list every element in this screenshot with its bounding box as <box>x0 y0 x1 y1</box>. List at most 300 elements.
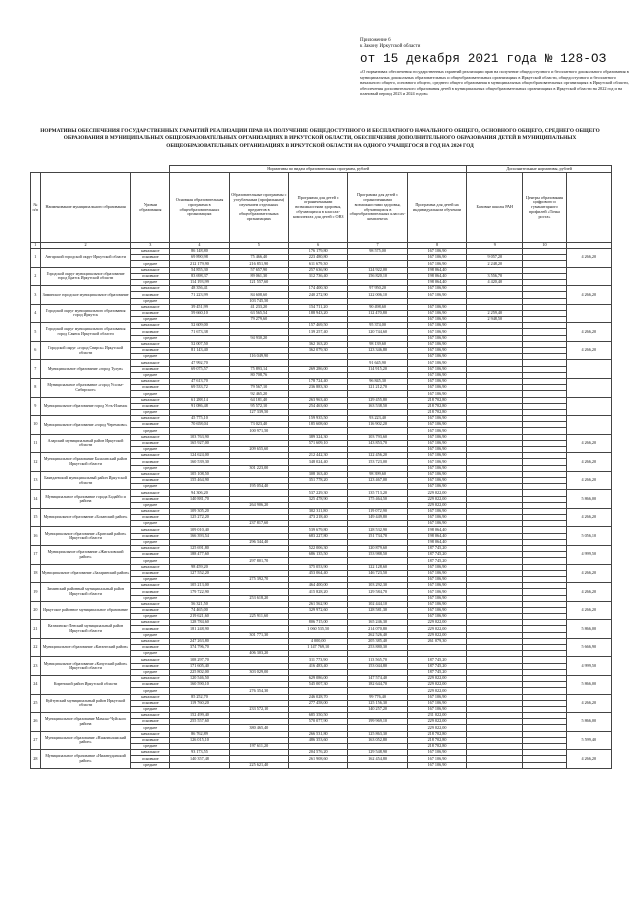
education-level: среднее <box>131 391 170 397</box>
education-level: среднее <box>131 744 170 750</box>
norm-value: 389 324,30 <box>289 434 348 440</box>
norm-value: 269 286,00 <box>289 366 348 372</box>
education-level: начальное <box>131 508 170 514</box>
norm-value: 375 053,90 <box>289 564 348 570</box>
education-level: среднее <box>131 428 170 434</box>
norm-value: 114 915,20 <box>348 366 407 372</box>
norm-value: 263 963,40 <box>289 397 348 403</box>
norms-table <box>30 165 612 769</box>
norm-value: 236 883,30 <box>289 385 348 391</box>
row-number: 21 <box>31 620 41 639</box>
norm-value: 119 760,20 <box>170 700 229 706</box>
education-level: начальное <box>131 583 170 589</box>
education-level: среднее <box>131 317 170 323</box>
norm-value <box>467 762 523 768</box>
row-number: 15 <box>31 508 41 527</box>
col-index-5: 5 <box>229 243 288 249</box>
row-number: 9 <box>31 397 41 416</box>
norm-value: 188 943,20 <box>289 310 348 316</box>
col-index-1: 1 <box>31 243 41 249</box>
norm-value: 464 400,00 <box>289 583 348 589</box>
norm-value: 125 156,30 <box>348 700 407 706</box>
norm-value: 162 454,80 <box>348 756 407 762</box>
norm-value: 157 469,50 <box>289 323 348 329</box>
norm-value: 98 575,00 <box>348 249 407 255</box>
norm-value: 187 745,20 <box>407 552 466 558</box>
norm-value: 167 106,90 <box>407 335 466 341</box>
norm-value: 120 744,60 <box>348 329 407 335</box>
norm-value: 254 463,60 <box>289 403 348 409</box>
education-level: основное <box>131 310 170 316</box>
norm-value: 2 248,20 <box>467 261 523 267</box>
norm-value: 160 539,30 <box>170 459 229 465</box>
norm-value: 545 007,30 <box>289 682 348 688</box>
norm-value: 120 546,50 <box>170 675 229 681</box>
norm-value: 153 988,50 <box>348 552 407 558</box>
norm-value: 129 584,70 <box>348 589 407 595</box>
col-index-9: 9 <box>467 243 523 249</box>
norm-value: 151 734,70 <box>348 533 407 539</box>
norm-value: 218 702,80 <box>407 737 466 743</box>
row-number: 19 <box>31 583 41 602</box>
education-level: начальное <box>131 638 170 644</box>
norm-value: 167 106,90 <box>407 515 466 521</box>
row-number: 25 <box>31 694 41 713</box>
education-level: основное <box>131 273 170 279</box>
norm-value: 198 064,40 <box>407 527 466 533</box>
norm-value: 57 657,90 <box>229 267 288 273</box>
norm-value: 223 480,80 <box>289 255 348 261</box>
norm-value: 47 992,70 <box>170 360 229 366</box>
digital-center-value: 4 266,20 <box>566 249 611 268</box>
norm-value: 261 079,30 <box>407 638 466 644</box>
norm-value: 179 722,90 <box>170 589 229 595</box>
education-level: начальное <box>131 341 170 347</box>
group-header-extra: Дополнительные нормативы, рублей <box>467 166 612 173</box>
digital-center-value: 4 266,20 <box>566 323 611 342</box>
digital-center-value <box>566 378 611 397</box>
norm-value: 229 022,00 <box>407 632 466 638</box>
education-level: основное <box>131 626 170 632</box>
norm-value: 165 927,00 <box>170 440 229 446</box>
municipality-name: Городской округ муниципального образования город Саянск Иркутской области <box>40 323 131 342</box>
digital-center-value: 4 266,20 <box>566 434 611 453</box>
norm-value: 120 879,60 <box>348 546 407 552</box>
norm-value: 199 969,10 <box>348 719 407 725</box>
row-number: 13 <box>31 471 41 490</box>
norm-value: 176 179,80 <box>289 249 348 255</box>
norm-value: 89 061,30 <box>229 273 288 279</box>
norm-value: 167 106,90 <box>407 607 466 613</box>
norm-value: 84 608,60 <box>229 292 288 298</box>
education-level: среднее <box>131 558 170 564</box>
norm-value: 229 022,00 <box>407 620 466 626</box>
col-header-digital <box>566 173 611 243</box>
norm-value: 109 010,40 <box>170 527 229 533</box>
norm-value: 178 724,40 <box>289 378 348 384</box>
norm-value: 167 106,90 <box>407 750 466 756</box>
municipality-name: Муниципальное образование «Катангский район» <box>40 638 131 657</box>
education-level: основное <box>131 496 170 502</box>
municipality-name: Муниципальное образование «город Черемхово» <box>40 416 131 435</box>
norm-value: 167 106,90 <box>407 366 466 372</box>
education-level: среднее <box>131 762 170 768</box>
education-level: начальное <box>131 286 170 292</box>
norm-value: 69 890,98 <box>170 255 229 261</box>
norm-value: 98 399,60 <box>348 471 407 477</box>
norm-value: 195 054,40 <box>229 484 288 490</box>
norm-value <box>170 762 229 768</box>
digital-center-value <box>566 304 611 323</box>
norm-value: 225 802,00 <box>170 669 229 675</box>
norm-value: 167 106,90 <box>407 348 466 354</box>
municipality-name: Городской округ «город Свирск» Иркутской области <box>40 341 131 360</box>
norm-value: 262 526,40 <box>348 632 407 638</box>
norm-value: 153 723,00 <box>348 459 407 465</box>
norm-value: 416 483,40 <box>289 663 348 669</box>
municipality-name: Городской округ муниципальное образование город Братск Иркутской области <box>40 267 131 286</box>
education-level: основное <box>131 329 170 335</box>
norm-value: 246 028,70 <box>289 694 348 700</box>
norm-value: 103 292,30 <box>348 583 407 589</box>
municipality-name: Муниципальное образование «Жигаловский район» <box>40 546 131 565</box>
municipality-name: Муниципальное образование «Нижнеилимский район» <box>40 731 131 750</box>
norm-value: 167 106,90 <box>407 447 466 453</box>
norm-value: 197 611,20 <box>229 744 288 750</box>
municipality-name: Муниципальное образование «город Усолье-Сибирское» <box>40 378 131 397</box>
norm-value: 167 106,90 <box>407 310 466 316</box>
digital-center-value: 4 266,20 <box>566 694 611 713</box>
education-level: среднее <box>131 372 170 378</box>
norm-value: 229 022,00 <box>407 502 466 508</box>
norm-value: 73 023,40 <box>229 422 288 428</box>
norm-value: 167 106,90 <box>407 416 466 422</box>
norm-value: 167 106,90 <box>407 601 466 607</box>
norm-value: 167 106,90 <box>407 434 466 440</box>
municipality-name: Муниципальное образование города Бодайбо и района <box>40 490 131 509</box>
norm-value: 276 354,30 <box>229 688 288 694</box>
norm-value: 79 567,10 <box>229 385 288 391</box>
norm-value: 163 538,50 <box>348 403 407 409</box>
col-header-disabled: Программа для детей с ограниченными возможностями здоровья, обучающихся в классах-комплектах для детей с ОВЗ <box>289 173 348 243</box>
norm-value: 231 022,00 <box>407 713 466 719</box>
norm-value: 198 064,40 <box>407 273 466 279</box>
norm-value: 229 022,00 <box>407 725 466 731</box>
education-level: среднее <box>131 465 170 471</box>
norm-value: 167 106,90 <box>407 261 466 267</box>
norm-value: 52 007,50 <box>170 341 229 347</box>
norm-value: 303 029,00 <box>229 669 288 675</box>
education-level: основное <box>131 682 170 688</box>
education-level: основное <box>131 533 170 539</box>
education-level: начальное <box>131 694 170 700</box>
education-level: среднее <box>131 409 170 415</box>
norm-value: 683 227,80 <box>289 533 348 539</box>
col-header-basic: Основная образовательная программа в общеобразовательных организациях <box>170 173 229 243</box>
education-level: начальное <box>131 713 170 719</box>
education-level: среднее <box>131 669 170 675</box>
norm-value: 537 229,30 <box>289 490 348 496</box>
norm-value: 167 106,90 <box>407 521 466 527</box>
norm-value: 147 574,40 <box>348 675 407 681</box>
norm-value: 59 660,10 <box>170 310 229 316</box>
norm-value: 174 400,30 <box>289 286 348 292</box>
norm-value: 351 778,20 <box>289 477 348 483</box>
norm-value: 80 708,76 <box>229 372 288 378</box>
norm-value: 167 106,90 <box>407 391 466 397</box>
norm-value: 167 106,90 <box>407 453 466 459</box>
municipality-name: Баяндаевский муниципальный район Иркутской области <box>40 471 131 490</box>
norm-value: 128 532,90 <box>348 527 407 533</box>
norm-value: 406 303,20 <box>229 651 288 657</box>
norm-value: 167 106,90 <box>407 508 466 514</box>
norm-value: 95 572,10 <box>229 403 288 409</box>
norm-value: 453 064,40 <box>289 570 348 576</box>
norm-value: 63 565,54 <box>229 310 288 316</box>
digital-center-value: 4 266,20 <box>566 453 611 472</box>
education-level: начальное <box>131 323 170 329</box>
norm-value: 85 252,70 <box>170 694 229 700</box>
education-level: основное <box>131 366 170 372</box>
norm-value: 312 736,40 <box>289 273 348 279</box>
norm-value: 229 022,00 <box>407 496 466 502</box>
norm-value: 218 702,80 <box>407 744 466 750</box>
norm-value: 296 344,40 <box>229 539 288 545</box>
norm-value: 167 106,90 <box>407 762 466 768</box>
norm-value: 362 163,20 <box>289 341 348 347</box>
education-level: начальное <box>131 657 170 663</box>
education-level: среднее <box>131 484 170 490</box>
norm-value: 167 106,90 <box>407 385 466 391</box>
norm-value: 70 658,04 <box>170 422 229 428</box>
digital-center-value <box>566 267 611 286</box>
education-level: среднее <box>131 632 170 638</box>
norm-value: 121 557,60 <box>229 279 288 285</box>
municipality-name: Муниципальное образование «Боханский район» <box>40 508 131 527</box>
education-level: основное <box>131 348 170 354</box>
norm-value: 237 817,60 <box>229 521 288 527</box>
norm-value: 187 745,20 <box>407 669 466 675</box>
norm-value: 159 935,50 <box>289 416 348 422</box>
norm-value: 102 444,10 <box>348 601 407 607</box>
norm-value: 374 796,70 <box>170 645 229 651</box>
norm-value: 167 106,90 <box>407 292 466 298</box>
norm-value: 2 948,50 <box>467 317 523 323</box>
norm-value: 140 257,20 <box>348 706 407 712</box>
education-level: начальное <box>131 546 170 552</box>
norm-value: 1 147 769,10 <box>289 645 348 651</box>
digital-center-value: 4 266,20 <box>566 508 611 527</box>
municipality-name: Муниципальное образование «Братский район» Иркутской области <box>40 527 131 546</box>
municipality-name: Городской округ муниципального образования город Иркутск <box>40 304 131 323</box>
row-number: 22 <box>31 638 41 657</box>
norm-value: 81 143,40 <box>170 348 229 354</box>
norm-value: 229 022,00 <box>407 490 466 496</box>
annex-header <box>360 38 630 97</box>
norm-value: 167 106,90 <box>407 255 466 261</box>
norm-value <box>523 762 566 768</box>
norm-value: 125 691,80 <box>170 546 229 552</box>
norm-value: 233 572,10 <box>229 706 288 712</box>
norm-value: 167 106,90 <box>407 694 466 700</box>
norm-value: 167 106,90 <box>407 471 466 477</box>
row-number: 14 <box>31 490 41 509</box>
education-level: основное <box>131 515 170 521</box>
norm-value: 122 456,20 <box>348 453 407 459</box>
norm-value: 167 106,90 <box>407 323 466 329</box>
group-header-programs: Нормативы по видам образовательных программ, рублей <box>170 166 467 173</box>
digital-center-value: 4 999,50 <box>566 546 611 565</box>
norm-value: 54 855,30 <box>170 267 229 273</box>
education-level: основное <box>131 477 170 483</box>
education-level: начальное <box>131 750 170 756</box>
education-level: среднее <box>131 502 170 508</box>
norm-value: 140 881,70 <box>170 496 229 502</box>
education-level: начальное <box>131 416 170 422</box>
norm-value: 100 971,50 <box>229 428 288 434</box>
norm-value: 240 272,90 <box>289 292 348 298</box>
row-number: 10 <box>31 416 41 435</box>
norm-value: 91 086,48 <box>170 403 229 409</box>
norm-value: 167 106,90 <box>407 428 466 434</box>
education-level: начальное <box>131 620 170 626</box>
norm-value: 167 106,90 <box>407 756 466 762</box>
education-level: основное <box>131 570 170 576</box>
norm-value: 135 713,20 <box>348 490 407 496</box>
norm-value: 1 060 535,50 <box>289 626 348 632</box>
norm-value: 167 106,90 <box>407 354 466 360</box>
norm-value: 380 465,40 <box>229 725 288 731</box>
education-level: среднее <box>131 595 170 601</box>
norm-value: 204 576,20 <box>289 750 348 756</box>
norm-value: 122 128,60 <box>348 564 407 570</box>
norm-value: 3 556,70 <box>467 273 523 279</box>
education-level: основное <box>131 607 170 613</box>
norm-value: 266 531,80 <box>289 731 348 737</box>
education-level: основное <box>131 663 170 669</box>
norm-value: 167 106,90 <box>407 360 466 366</box>
norm-value: 229 022,00 <box>407 688 466 694</box>
row-number: 26 <box>31 713 41 732</box>
digital-center-value: 5 866,00 <box>566 490 611 509</box>
norm-value <box>289 762 348 768</box>
norm-value: 86 762,89 <box>170 731 229 737</box>
norm-value: 198 064,40 <box>407 279 466 285</box>
norm-value: 167 106,90 <box>407 372 466 378</box>
col-header-name: Наименование муниципального образования <box>40 173 131 243</box>
norm-value: 95 374,00 <box>348 323 407 329</box>
norm-value: 686 135,50 <box>289 552 348 558</box>
table-body <box>31 249 612 769</box>
norm-value: 61 288,14 <box>170 397 229 403</box>
norm-value: 98 139,60 <box>348 341 407 347</box>
norm-value: 166 393,54 <box>170 533 229 539</box>
municipality-name: Иркутское районное муниципальное образование <box>40 601 131 620</box>
education-level: среднее <box>131 298 170 304</box>
norm-value: 225 621,40 <box>229 762 288 768</box>
norm-value: 570 077,90 <box>289 719 348 725</box>
norm-value: 302 311,80 <box>289 508 348 514</box>
municipality-name: Муниципальное образование Балаганский район Иркутской области <box>40 453 131 472</box>
norm-value: 205 385,40 <box>348 638 407 644</box>
col-header-orphans: Программа для детей на индивидуальном обучении <box>407 173 466 243</box>
education-level: среднее <box>131 261 170 267</box>
education-level: начальное <box>131 527 170 533</box>
norm-value: 56 321,50 <box>170 601 229 607</box>
norm-value: 64 181,40 <box>229 397 288 403</box>
norm-value: 96 845,30 <box>348 378 407 384</box>
education-level: основное <box>131 385 170 391</box>
norm-value: 140 357,48 <box>170 756 229 762</box>
norm-value: 261 562,90 <box>289 601 348 607</box>
norm-value: 253 880,30 <box>348 645 407 651</box>
norm-value: 2 259,40 <box>467 310 523 316</box>
education-level: начальное <box>131 378 170 384</box>
education-level: начальное <box>131 453 170 459</box>
education-level: начальное <box>131 471 170 477</box>
municipality-name: Муниципальное образование город Усть-Илимск <box>40 397 131 416</box>
norm-value: 198 064,40 <box>407 267 466 273</box>
norm-value: 90 498,60 <box>348 304 407 310</box>
norm-value: 187 745,20 <box>407 558 466 564</box>
norm-value: 156 820,10 <box>348 273 407 279</box>
digital-center-value: 5 866,00 <box>566 620 611 639</box>
norm-value: 116 902,20 <box>348 422 407 428</box>
norm-value: 187 745,20 <box>407 663 466 669</box>
norm-value: 153 044,80 <box>348 663 407 669</box>
col-header-rural: Базовые школы РАН <box>467 173 523 243</box>
norm-value: 103 793,60 <box>348 434 407 440</box>
norm-value: 486 353,60 <box>289 737 348 743</box>
norm-value: 123 467,00 <box>348 477 407 483</box>
education-level: начальное <box>131 564 170 570</box>
education-level: основное <box>131 589 170 595</box>
education-level: начальное <box>131 360 170 366</box>
norm-value: 539 679,80 <box>289 527 348 533</box>
col-index-2: 2 <box>40 243 131 249</box>
education-level: начальное <box>131 397 170 403</box>
digital-center-value: 5 599,40 <box>566 731 611 750</box>
norm-value: 99 776,40 <box>348 694 407 700</box>
education-level: основное <box>131 292 170 298</box>
norm-value: 69 533,72 <box>170 385 229 391</box>
norm-value: 685 350,50 <box>289 713 348 719</box>
education-level: начальное <box>131 304 170 310</box>
norm-value: 473 218,40 <box>289 515 348 521</box>
norm-value: 175 464,50 <box>348 496 407 502</box>
municipality-name: Ангарский городской округ Иркутской области <box>40 249 131 268</box>
education-level: начальное <box>131 434 170 440</box>
norm-value: 109 305,20 <box>170 508 229 514</box>
col-index-4: 4 <box>170 243 229 249</box>
municipality-name: Муниципальное образование «город Тулун» <box>40 360 131 379</box>
norm-value: 187 745,20 <box>407 546 466 552</box>
education-level: среднее <box>131 651 170 657</box>
norm-value: 167 106,90 <box>407 570 466 576</box>
norm-value: 218 702,80 <box>407 409 466 415</box>
norm-value: 212 442,30 <box>289 453 348 459</box>
norm-value: 277 458,00 <box>289 700 348 706</box>
digital-center-value: 4 266,20 <box>566 583 611 602</box>
education-level: среднее <box>131 725 170 731</box>
norm-value: 167 106,90 <box>407 422 466 428</box>
norm-value: 154 711,20 <box>289 304 348 310</box>
norm-value: 218 702,80 <box>407 397 466 403</box>
digital-center-value: 4 999,50 <box>566 657 611 676</box>
norm-value: 257 636,90 <box>289 267 348 273</box>
education-level: основное <box>131 440 170 446</box>
norm-value: 121 212,70 <box>348 385 407 391</box>
